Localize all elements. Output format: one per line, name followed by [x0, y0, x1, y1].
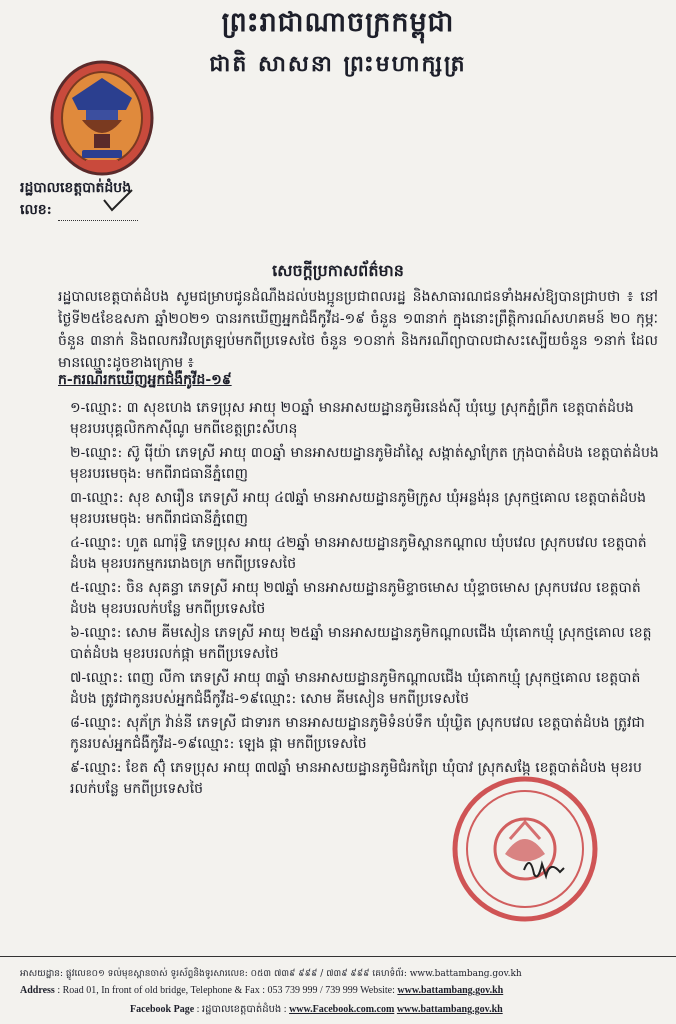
signature-icon [520, 850, 568, 886]
facebook-label: Facebook Page [130, 1004, 195, 1015]
gov-link[interactable]: www.battambang.gov.kh [396, 1004, 503, 1015]
document-title: សេចក្តីប្រកាសព័ត៌មាន [272, 261, 404, 280]
case-item: ៣-ឈ្មោះ: សុខ សារឿន ភេទស្រី អាយុ ៤៧ឆ្នាំ មានអាសយដ្ឋានភូមិក្រូស ឃុំអន្លង់រុន ស្រុកថ្មគោល ខេត្តបាត់ដំបង មុខរបរមេចុង: មកពីរាជធានីភ្នំពេញ [70, 490, 647, 527]
kingdom-heading: ព្រះរាជាណាចក្រកម្ពុជា [221, 7, 455, 38]
section-heading: ក-ករណីរកឃើញអ្នកជំងឺកូវីដ-១៩ [58, 372, 232, 388]
footer-english-address [20, 985, 660, 996]
facebook-text: : រដ្ឋបាលខេត្តបាត់ដំបង : [196, 1004, 290, 1015]
case-item: ៥-ឈ្មោះ: ចិន សុគន្ធា ភេទស្រី អាយុ ២៧ឆ្នាំ មានអាសយដ្ឋានភូមិខ្ទាចមោស ឃុំខ្ទាចមោស ស្រុកបវេល ខេត្តបាត់ដំបង មុខរបរលក់បន្លែ មកពីប្រទេសថៃ [70, 580, 641, 617]
official-seal-icon [450, 774, 600, 924]
reference-label: លេខ: [20, 202, 52, 218]
case-item: ៤-ឈ្មោះ: ហួត ណារ៉ុទ្ធិ ភេទប្រុស អាយុ ៤២ឆ្នាំ មានអាសយដ្ឋានភូមិស្ពានកណ្តាល ឃុំបវេល ស្រុកបវេល ខេត្តបាត់ដំបង មុខរបរកម្មកររោងចក្រ មកពីប្រទេសថៃ [70, 535, 647, 572]
case-item: ១-ឈ្មោះ: ៣ សុខហេង ភេទប្រុស អាយុ ២០ឆ្នាំ មានអាសយដ្ឋានភូមិរនេង់ស៊ី ឃុំឃ្វេ ស្រុកភ្នំព្រឹក ខេត្តបាត់ដំបង មុខរបរបុគ្គលិកកាស៊ីណូ មកពីខេត្តព្រះសីហនុ [70, 400, 634, 437]
case-item: ៩-ឈ្មោះ: ខែត ស៊ុំ ភេទប្រុស អាយុ ៣៧ឆ្នាំ មានអាសយដ្ឋានភូមិជំរកព្រៃ ឃុំបាវ ស្រុកសង្កែ ខេត្តបាត់ដំបង មុខរបរលក់បន្លែ មកពីប្រទេសថៃ [70, 760, 642, 797]
footer-facebook [130, 1002, 676, 1017]
footer-divider [0, 956, 676, 957]
case-list [70, 398, 660, 803]
address-label: Address [20, 985, 55, 996]
case-item: ៨-ឈ្មោះ: សុភ័ក្រ វ៉ាន់នី ភេទស្រី ជាទារក មានអាសយដ្ឋានភូមិទំនប់ទឹក ឃុំឃ្ងិត ស្រុកបវេល ខេត្តបាត់ដំបង ត្រូវជាកូនរបស់អ្នកជំងឺកូវីដ-១៩ឈ្មោះ: ឡេង ផ្កា មកពីប្រទេសថៃ [70, 715, 645, 752]
checkmark-icon [100, 188, 136, 214]
website-label: Website: [360, 985, 395, 996]
case-item: ៦-ឈ្មោះ: សោម គីមសៀន ភេទស្រី អាយុ ២៥ឆ្នាំ មានអាសយដ្ឋានភូមិកណ្តាលជើង ឃុំគោកឃ្មុំ ស្រុកថ្មគោល ខេត្តបាត់ដំបង មុខរបរលក់ផ្កា មកពីប្រទេសថៃ [70, 625, 652, 662]
intro-paragraph: រដ្ឋបាលខេត្តបាត់ដំបង សូមជម្រាបជូនដំណឹងដល់បងប្អូនប្រជាពលរដ្ឋ និងសាធារណជនទាំងអស់ឱ្យបានជ្រាបថា ៖ នៅថ្ងៃទី២៥ខែឧសភា ឆ្នាំ២០២១ បានរកឃើញអ្នកជំងឺកូវីដ-១៩ ចំនួន ១៣នាក់ ក្នុងនោះព្រឹត្តិការណ៍សហគមន៍ ២០ កុម្ភៈ ចំនួន ៣នាក់ និងពលករវិលត្រឡប់មកពីប្រទេសថៃ ចំនួន ១០នាក់ និងករណីព្យាបាលជាសះស្បើយចំនួន ១នាក់ ដែលមានឈ្មោះដូចខាងក្រោម ៖ [58, 289, 658, 371]
provincial-emblem-icon [46, 58, 158, 176]
footer-khmer-address: អាសយដ្ឋាន: ផ្លូវលេខ០១ ទល់មុខស្ពានចាស់ ទូរស័ព្ទនិងទូរសារលេខ: ០៥៣ ៧៣៩ ៩៩៩ / ៧៣៩ ៩៩៩ គេហទំព័រ: www.battambang.gov.kh [20, 969, 522, 979]
national-motto: ជាតិ សាសនា ព្រះមហាក្សត្រ [209, 51, 467, 77]
website-link[interactable]: www.battambang.gov.kh [397, 985, 504, 996]
office-name: រដ្ឋបាលខេត្តបាត់ដំបង [20, 180, 132, 196]
facebook-link[interactable]: www.Facebook.com.com [289, 1004, 395, 1015]
case-item: ៧-ឈ្មោះ: ពេញ លីកា ភេទស្រី អាយុ ៣ឆ្នាំ មានអាសយដ្ឋានភូមិកណ្តាលជើង ឃុំគោកឃ្មុំ ស្រុកថ្មគោល ខេត្តបាត់ដំបង ត្រូវជាកូនរបស់អ្នកជំងឺកូវីដ-១៩ឈ្មោះ: សោម គីមសៀន មកពីប្រទេសថៃ [70, 670, 641, 707]
address-text: : Road 01, In front of old bridge, Telephone & Fax : 053 739 999 / 739 999 [57, 985, 358, 996]
case-item: ២-ឈ្មោះ: ស៊ូ រ៉ើយ៉ា ភេទស្រី អាយុ ៣០ឆ្នាំ មានអាសយដ្ឋានភូមិដាំស្ពៃ សង្កាត់ស្លាក្រែត ក្រុងបាត់ដំបង ខេត្តបាត់ដំបង មុខរបរមេចុង: មកពីរាជធានីភ្នំពេញ [70, 445, 659, 482]
